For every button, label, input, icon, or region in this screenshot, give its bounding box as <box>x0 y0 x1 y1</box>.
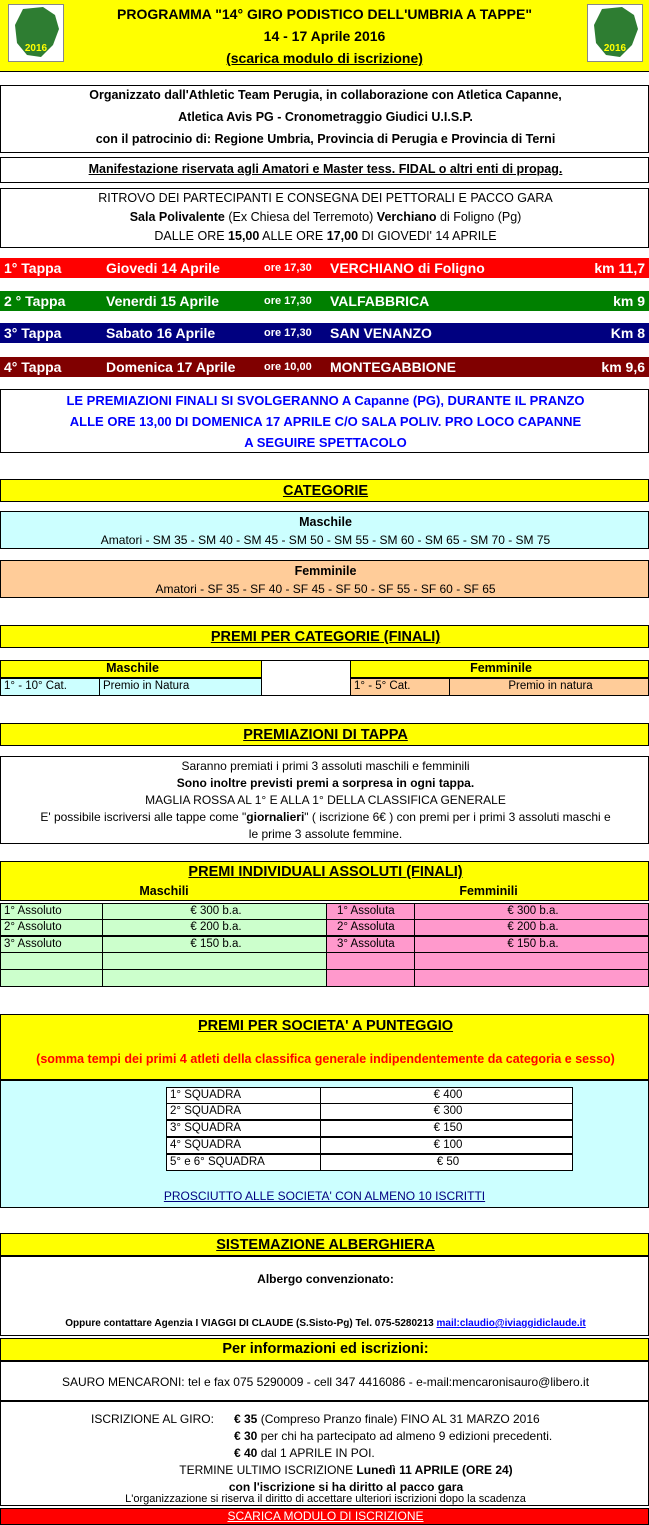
team-row-4: 4° SQUADRA <box>166 1137 321 1154</box>
individual-male-header: Maschili <box>139 884 189 898</box>
ind-male-empty-5b <box>102 969 327 987</box>
category-prizes-title: PREMI PER CATEGORIE (FINALI) <box>210 629 441 645</box>
organizers-box <box>0 85 649 153</box>
organizers-line2: Atletica Avis PG - Cronometraggio Giudici U.I.S.P. <box>178 110 473 124</box>
team-prize-4: € 100 <box>320 1137 573 1154</box>
final-awards-line3: A SEGUIRE SPETTACOLO <box>244 435 407 450</box>
ind-male-empty-4a <box>0 952 103 970</box>
stage-prizes-line2: Sono inoltre previsti premi a sorpresa in ogni tappa. <box>176 776 475 790</box>
team-prizes-title-bar <box>0 1014 649 1080</box>
ind-male-place-3: 3° Assoluto <box>0 936 103 953</box>
male-categories: Amatori - SM 35 - SM 40 - SM 45 - SM 50 - SM 55 - SM 60 - SM 65 - SM 70 - SM 75 <box>100 533 551 547</box>
stage-prizes-title: PREMIAZIONI DI TAPPA <box>243 727 408 743</box>
cat-prize-female-prize: Premio in natura <box>449 678 649 696</box>
svg-text:2016: 2016 <box>603 43 627 54</box>
team-prize-1: € 400 <box>320 1087 573 1104</box>
deadline: TERMINE ULTIMO ISCRIZIONE Lunedì 11 APRILE (ORE 24) <box>179 1463 513 1477</box>
ham-prize-note: PROSCIUTTO ALLE SOCIETA' CON ALMENO 10 ISCRITTI <box>163 1189 486 1203</box>
team-row-3: 3° SQUADRA <box>166 1120 321 1137</box>
stage-prizes-line5: le prime 3 assolute femmine. <box>248 827 403 841</box>
price-2: € 30 per chi ha partecipato ad almeno 9 edizioni precedenti. <box>234 1429 553 1443</box>
download-form-link-bottom[interactable]: SCARICA MODULO DI ISCRIZIONE <box>227 1509 424 1523</box>
ind-female-empty-4b <box>414 952 649 970</box>
hotel-title: SISTEMAZIONE ALBERGHIERA <box>216 1237 435 1253</box>
team-prizes-subtitle: (somma tempi dei primi 4 atleti della classifica generale indipendentemente da categoria e sesso) <box>36 1052 615 1066</box>
svg-text:2016: 2016 <box>24 43 48 54</box>
team-prizes-title: PREMI PER SOCIETA' A PUNTEGGIO <box>197 1018 454 1034</box>
event-dates: 14 - 17 Aprile 2016 <box>263 28 386 44</box>
team-prize-5: € 50 <box>320 1154 573 1171</box>
stage-row-1: 1° Tappa Giovedi 14 Aprile ore 17,30 VERCHIANO di Foligno km 11,7 <box>0 258 649 278</box>
individual-prizes-box <box>0 861 649 901</box>
ind-female-empty-4a <box>326 952 415 970</box>
info-contact: SAURO MENCARONI: tel e fax 075 5290009 - cell 347 4416086 - e-mail:mencaronisauro@libero.it <box>61 1375 590 1389</box>
cat-prize-female-header: Femminile <box>350 660 649 678</box>
ind-female-prize-1: € 300 b.a. <box>414 903 649 920</box>
hotel-box <box>0 1256 649 1336</box>
pack-note: con l'iscrizione si ha diritto al pacco gara <box>228 1480 464 1494</box>
hotel-email-link[interactable]: mail:claudio@iviaggidiclaude.it <box>436 1318 586 1329</box>
cat-prize-middle <box>261 660 351 696</box>
stage-prizes-title-bar <box>0 723 649 746</box>
categories-title-bar <box>0 479 649 502</box>
price-3: € 40 dal 1 APRILE IN POI. <box>234 1446 375 1460</box>
ind-male-place-2: 2° Assoluto <box>0 919 103 936</box>
info-title: Per informazioni ed iscrizioni: <box>222 1341 429 1357</box>
price-1: € 35 (Compreso Pranzo finale) FINO AL 31 MARZO 2016 <box>234 1412 540 1426</box>
final-awards-line2: ALLE ORE 13,00 DI DOMENICA 17 APRILE C/O SALA POLIV. PRO LOCO CAPANNE <box>69 414 582 429</box>
ind-female-empty-5b <box>414 969 649 987</box>
stage-prizes-line3: MAGLIA ROSSA AL 1° E ALLA 1° DELLA CLASSIFICA GENERALE <box>145 793 506 807</box>
female-label: Femminile <box>294 564 357 578</box>
cat-prize-female-range: 1° - 5° Cat. <box>350 678 450 696</box>
ind-male-prize-3: € 150 b.a. <box>102 936 327 953</box>
ind-female-prize-2: € 200 b.a. <box>414 919 649 936</box>
cat-prize-male-range: 1° - 10° Cat. <box>0 678 100 696</box>
categories-female-box <box>0 560 649 598</box>
reserved-note: Manifestazione riservata agli Amatori e Master tess. FIDAL o altri enti di propag. <box>88 162 563 176</box>
team-prize-3: € 150 <box>320 1120 573 1137</box>
organizers-line3: con il patrocinio di: Regione Umbria, Provincia di Perugia e Provincia di Terni <box>95 132 556 146</box>
final-awards-line1: LE PREMIAZIONI FINALI SI SVOLGERANNO A Capanne (PG), DURANTE IL PRANZO <box>66 393 585 408</box>
reserved-box <box>0 157 649 183</box>
stage-row-2: 2 ° Tappa Venerdi 15 Aprile ore 17,30 VALFABBRICA km 9 <box>0 291 649 311</box>
meeting-line3: DALLE ORE 15,00 ALLE ORE 17,00 DI GIOVEDI' 14 APRILE <box>154 229 497 243</box>
ind-male-empty-4b <box>102 952 327 970</box>
stage-prizes-box <box>0 756 649 844</box>
download-form-link-top[interactable]: (scarica modulo di iscrizione) <box>226 50 423 66</box>
categories-male-box <box>0 511 649 549</box>
stage-row-3: 3° Tappa Sabato 16 Aprile ore 17,30 SAN VENANZO Km 8 <box>0 323 649 343</box>
registration-label: ISCRIZIONE AL GIRO: <box>91 1412 214 1426</box>
category-prizes-title-bar <box>0 625 649 648</box>
ind-female-place-1: 1° Assoluta <box>326 903 415 920</box>
team-row-1: 1° SQUADRA <box>166 1087 321 1104</box>
ind-female-prize-3: € 150 b.a. <box>414 936 649 953</box>
individual-female-header: Femminili <box>459 884 518 898</box>
info-box <box>0 1361 649 1401</box>
ind-male-prize-2: € 200 b.a. <box>102 919 327 936</box>
female-categories: Amatori - SF 35 - SF 40 - SF 45 - SF 50 - SF 55 - SF 60 - SF 65 <box>155 582 496 596</box>
meeting-line2: Sala Polivalente (Ex Chiesa del Terremoto) Verchiano di Foligno (Pg) <box>129 210 522 224</box>
reserve-note: L'organizzazione si riserva il diritto di accettare ulteriori iscrizioni dopo la scadenza <box>125 1493 526 1505</box>
categories-title: CATEGORIE <box>282 483 369 499</box>
page-title: PROGRAMMA "14° GIRO PODISTICO DELL'UMBRIA A TAPPE" <box>117 6 532 22</box>
cat-prize-male-prize: Premio in Natura <box>99 678 262 696</box>
team-row-2: 2° SQUADRA <box>166 1103 321 1120</box>
team-prize-2: € 300 <box>320 1103 573 1120</box>
team-row-5: 5° e 6° SQUADRA <box>166 1154 321 1171</box>
male-label: Maschile <box>299 515 352 529</box>
ind-female-place-2: 2° Assoluta <box>326 919 415 936</box>
ind-female-place-3: 3° Assoluta <box>326 936 415 953</box>
meeting-line1: RITROVO DEI PARTECIPANTI E CONSEGNA DEI PETTORALI E PACCO GARA <box>98 191 553 205</box>
cat-prize-male-header: Maschile <box>0 660 262 678</box>
ind-female-empty-5a <box>326 969 415 987</box>
final-awards-box <box>0 389 649 453</box>
ind-male-place-1: 1° Assoluto <box>0 903 103 920</box>
ind-male-empty-5a <box>0 969 103 987</box>
stage-prizes-line4: E' possibile iscriversi alle tappe come "giornalieri" ( iscrizione 6€ ) con premi per i primi 3 assoluti maschi e <box>40 810 611 824</box>
hotel-title-bar <box>0 1233 649 1256</box>
individual-prizes-title: PREMI INDIVIDUALI ASSOLUTI (FINALI) <box>188 864 463 880</box>
stage-prizes-line1: Saranno premiati i primi 3 assoluti maschili e femminili <box>181 759 470 773</box>
hotel-label: Albergo convenzionato: <box>257 1272 394 1286</box>
stage-row-4: 4° Tappa Domenica 17 Aprile ore 10,00 MONTEGABBIONE km 9,6 <box>0 357 649 377</box>
organizers-line1: Organizzato dall'Athletic Team Perugia, in collaborazione con Atletica Capanne, <box>89 88 562 102</box>
download-bar <box>0 1508 649 1525</box>
meeting-box <box>0 188 649 248</box>
registration-box <box>0 1401 649 1506</box>
header <box>0 0 649 72</box>
ind-male-prize-1: € 300 b.a. <box>102 903 327 920</box>
hotel-contact: Oppure contattare Agenzia I VIAGGI DI CLAUDE (S.Sisto-Pg) Tel. 075-5280213 mail:claudio@iviaggidiclaude.it <box>65 1318 586 1329</box>
info-title-bar <box>0 1338 649 1361</box>
